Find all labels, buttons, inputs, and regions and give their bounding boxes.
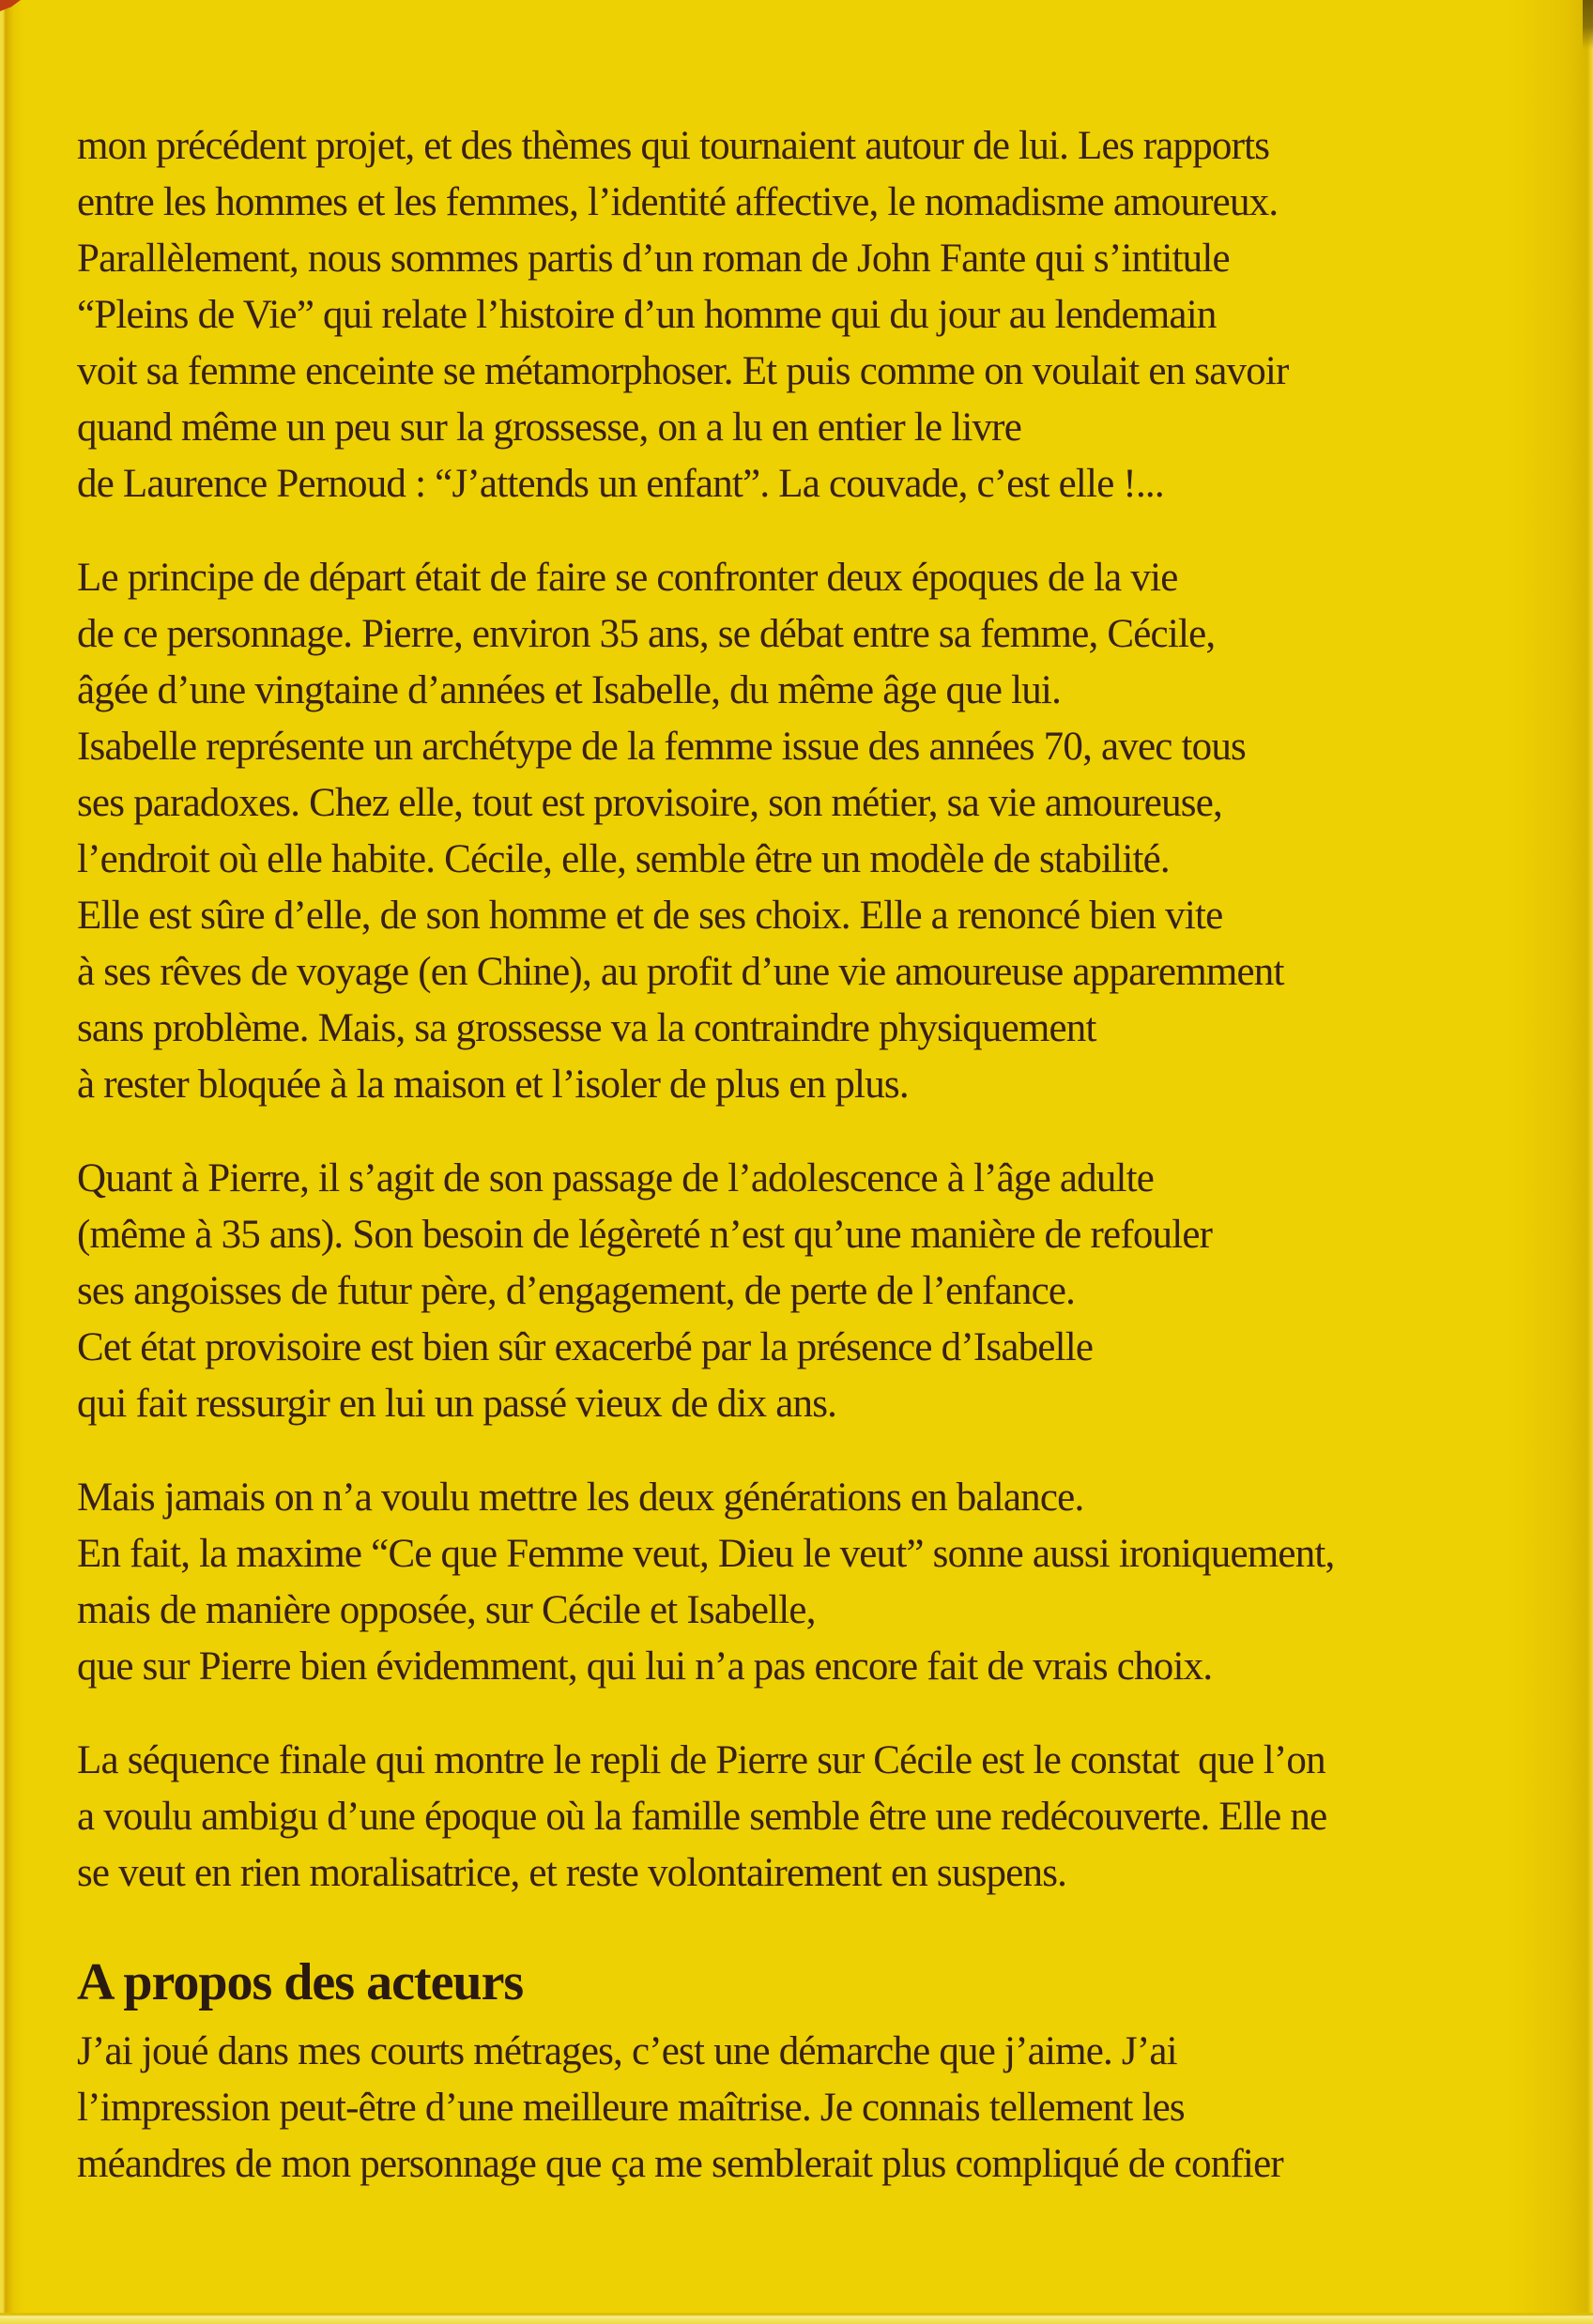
text-line: à rester bloquée à la maison et l’isoler de plus en plus. <box>77 1063 909 1107</box>
page-fold-left-edge <box>0 0 24 2324</box>
text-line: “Pleins de Vie” qui relate l’histoire d’un homme qui du jour au lendemain <box>77 293 1217 337</box>
text-line: à ses rêves de voyage (en Chine), au profit d’une vie amoureuse apparemment <box>77 950 1284 994</box>
text-line: (même à 35 ans). Son besoin de légèreté n’est qu’une manière de refouler <box>77 1213 1213 1257</box>
text-line: sans problème. Mais, sa grossesse va la contraindre physiquement <box>77 1006 1096 1050</box>
text-line: âgée d’une vingtaine d’années et Isabelle, du même âge que lui. <box>77 668 1062 712</box>
text-line: Le principe de départ était de faire se confronter deux époques de la vie <box>77 556 1178 600</box>
document-text-block <box>77 118 1554 2230</box>
section-heading: A propos des acteurs <box>77 1953 524 2011</box>
text-line: Cet état provisoire est bien sûr exacerbé par la présence d’Isabelle <box>77 1325 1094 1369</box>
scan-bottom-edge <box>0 2313 1593 2324</box>
paragraph <box>77 1151 1554 1432</box>
text-line: entre les hommes et les femmes, l’identité affective, le nomadisme amoureux. <box>77 180 1279 224</box>
paragraph <box>77 550 1554 1113</box>
text-line: a voulu ambigu d’une époque où la famille semble être une redécouverte. Elle ne <box>77 1795 1327 1839</box>
text-line: mon précédent projet, et des thèmes qui tournaient autour de lui. Les rapports <box>77 124 1270 168</box>
text-line: mais de manière opposée, sur Cécile et Isabelle, <box>77 1588 816 1632</box>
paragraph <box>77 118 1554 512</box>
text-line: se veut en rien moralisatrice, et reste volontairement en suspens. <box>77 1851 1067 1895</box>
scan-corner-mark-top-right <box>1583 0 1593 49</box>
text-line: qui fait ressurgir en lui un passé vieux de dix ans. <box>77 1382 837 1426</box>
text-line: l’endroit où elle habite. Cécile, elle, semble être un modèle de stabilité. <box>77 837 1170 881</box>
text-line: ses angoisses de futur père, d’engagement, de perte de l’enfance. <box>77 1269 1076 1313</box>
text-line: que sur Pierre bien évidemment, qui lui n’a pas encore fait de vrais choix. <box>77 1644 1213 1689</box>
paragraph <box>77 1733 1554 1902</box>
text-line: La séquence finale qui montre le repli de Pierre sur Cécile est le constat que l’on <box>77 1738 1325 1782</box>
text-line: de ce personnage. Pierre, environ 35 ans, se débat entre sa femme, Cécile, <box>77 612 1216 656</box>
text-line: l’impression peut-être d’une meilleure maîtrise. Je connais tellement les <box>77 2086 1185 2130</box>
text-line: J’ai joué dans mes courts métrages, c’est une démarche que j’aime. J’ai <box>77 2029 1177 2073</box>
text-line: de Laurence Pernoud : “J’attends un enfant”. La couvade, c’est elle !... <box>77 462 1164 506</box>
text-line: Isabelle représente un archétype de la femme issue des années 70, avec tous <box>77 725 1246 769</box>
text-line: En fait, la maxime “Ce que Femme veut, Dieu le veut” sonne aussi ironiquement, <box>77 1532 1335 1576</box>
text-line: quand même un peu sur la grossesse, on a lu en entier le livre <box>77 405 1021 450</box>
text-line: Mais jamais on n’a voulu mettre les deux générations en balance. <box>77 1475 1084 1520</box>
paragraph <box>77 2024 1554 2193</box>
text-line: Quant à Pierre, il s’agit de son passage de l’adolescence à l’âge adulte <box>77 1156 1155 1200</box>
text-line: Parallèlement, nous sommes partis d’un roman de John Fante qui s’intitule <box>77 237 1230 281</box>
text-line: voit sa femme enceinte se métamorphoser. Et puis comme on voulait en savoir <box>77 349 1289 393</box>
text-line: méandres de mon personnage que ça me semblerait plus compliqué de confier <box>77 2142 1283 2186</box>
paragraph <box>77 1470 1554 1695</box>
text-line: ses paradoxes. Chez elle, tout est provisoire, son métier, sa vie amoureuse, <box>77 781 1222 825</box>
text-line: Elle est sûre d’elle, de son homme et de ses choix. Elle a renoncé bien vite <box>77 894 1223 938</box>
